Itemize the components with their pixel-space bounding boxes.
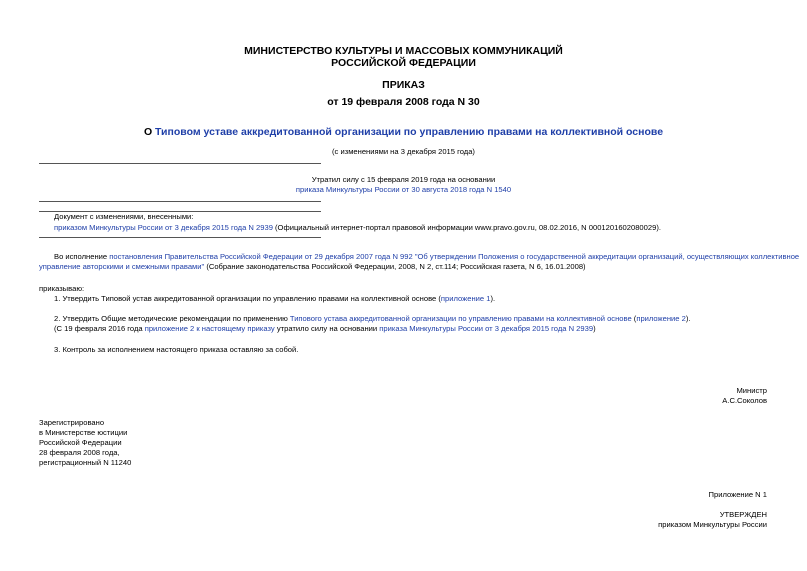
item-2-mid: (: [631, 314, 637, 323]
preamble-prefix: Во исполнение: [54, 252, 110, 261]
registration-line-5: регистрационный N 11240: [39, 458, 132, 467]
registration-line-3: Российской Федерации: [39, 438, 122, 447]
preamble-link-cont[interactable]: управление авторскими и смежными правами": [39, 262, 205, 271]
title-link[interactable]: Типовом уставе аккредитованной организации по управлению правами на коллективной основе: [155, 126, 664, 138]
preamble-line-1: [54, 252, 799, 262]
changes-line: [54, 223, 661, 233]
divider-2: [39, 201, 321, 202]
preamble-suffix: (Собрание законодательства Российской Федерации, 2008, N 2, ст.114; Российская газета, N 6, 16.01.2008): [204, 262, 586, 271]
signature-position: Министр: [736, 386, 767, 395]
document-type: ПРИКАЗ: [382, 79, 425, 91]
item-2-text: 2. Утвердить Общие методические рекомендации по применению: [54, 314, 290, 323]
ministry-line-1: МИНИСТЕРСТВО КУЛЬТУРЫ И МАССОВЫХ КОММУНИКАЦИЙ: [244, 45, 563, 57]
item-1-link[interactable]: приложение 1: [440, 294, 491, 303]
edition-note: (с изменениями на 3 декабря 2015 года): [332, 147, 475, 156]
registration-block: [39, 418, 131, 468]
ministry-line-2: РОССИЙСКОЙ ФЕДЕРАЦИИ: [331, 57, 476, 69]
document-title: [0, 126, 807, 138]
item-2-note: [54, 324, 596, 334]
appendix-label: Приложение N 1: [708, 490, 767, 499]
item-2-note-end: ): [593, 324, 596, 333]
item-2-link-2[interactable]: приложение 2: [636, 314, 686, 323]
item-1: [54, 294, 495, 304]
appendix-approved: УТВЕРЖДЕН: [719, 510, 767, 519]
changes-link[interactable]: приказом Минкультуры России от 3 декабря 2015 года N 2939: [54, 223, 273, 232]
title-prefix: О: [143, 126, 156, 138]
item-1-end: ).: [490, 294, 496, 303]
registration-line-2: в Министерстве юстиции: [39, 428, 128, 437]
appendix-by-order: приказом Минкультуры России: [658, 520, 767, 529]
registration-line-4: 28 февраля 2008 года,: [39, 448, 120, 457]
item-3: 3. Контроль за исполнением настоящего приказа оставляю за собой.: [54, 345, 299, 354]
changes-source: (Официальный интернет-портал правовой информации www.pravo.gov.ru, 08.02.2016, N 0001201602080029).: [272, 223, 661, 232]
preamble-link[interactable]: постановления Правительства Российской Федерации от 29 декабря 2007 года N 992 "Об утверждении Положения о государственной аккредитации организаций, осуществляющих коллективное: [109, 252, 800, 261]
preamble-line-2: [39, 262, 586, 272]
divider-1: [39, 163, 321, 164]
item-2: [54, 314, 691, 324]
item-2-end: ).: [685, 314, 691, 323]
order-word: приказываю:: [39, 284, 85, 293]
lost-force-notice: Утратил силу с 15 февраля 2019 года на основании: [311, 175, 496, 184]
item-2-note-link-2[interactable]: приказа Минкультуры России от 3 декабря 2015 года N 2939: [379, 324, 594, 333]
signature-name: А.С.Соколов: [722, 396, 767, 405]
item-2-link-1[interactable]: Типового устава аккредитованной организации по управлению правами на коллективной основе: [289, 314, 632, 323]
item-1-text: 1. Утвердить Типовой устав аккредитованной организации по управлению правами на коллективной основе (: [54, 294, 441, 303]
changes-label: Документ с изменениями, внесенными:: [54, 212, 194, 221]
item-2-note-link-1[interactable]: приложение 2 к настоящему приказу: [144, 324, 275, 333]
registration-line-1: Зарегистрировано: [39, 418, 105, 427]
document-date-number: от 19 февраля 2008 года N 30: [327, 96, 480, 108]
lost-force-link[interactable]: приказа Минкультуры России от 30 августа 2018 года N 1540: [295, 185, 512, 194]
item-2-note-mid: утратило силу на основании: [274, 324, 380, 333]
item-2-note-prefix: (С 19 февраля 2016 года: [54, 324, 145, 333]
divider-4: [39, 237, 321, 238]
